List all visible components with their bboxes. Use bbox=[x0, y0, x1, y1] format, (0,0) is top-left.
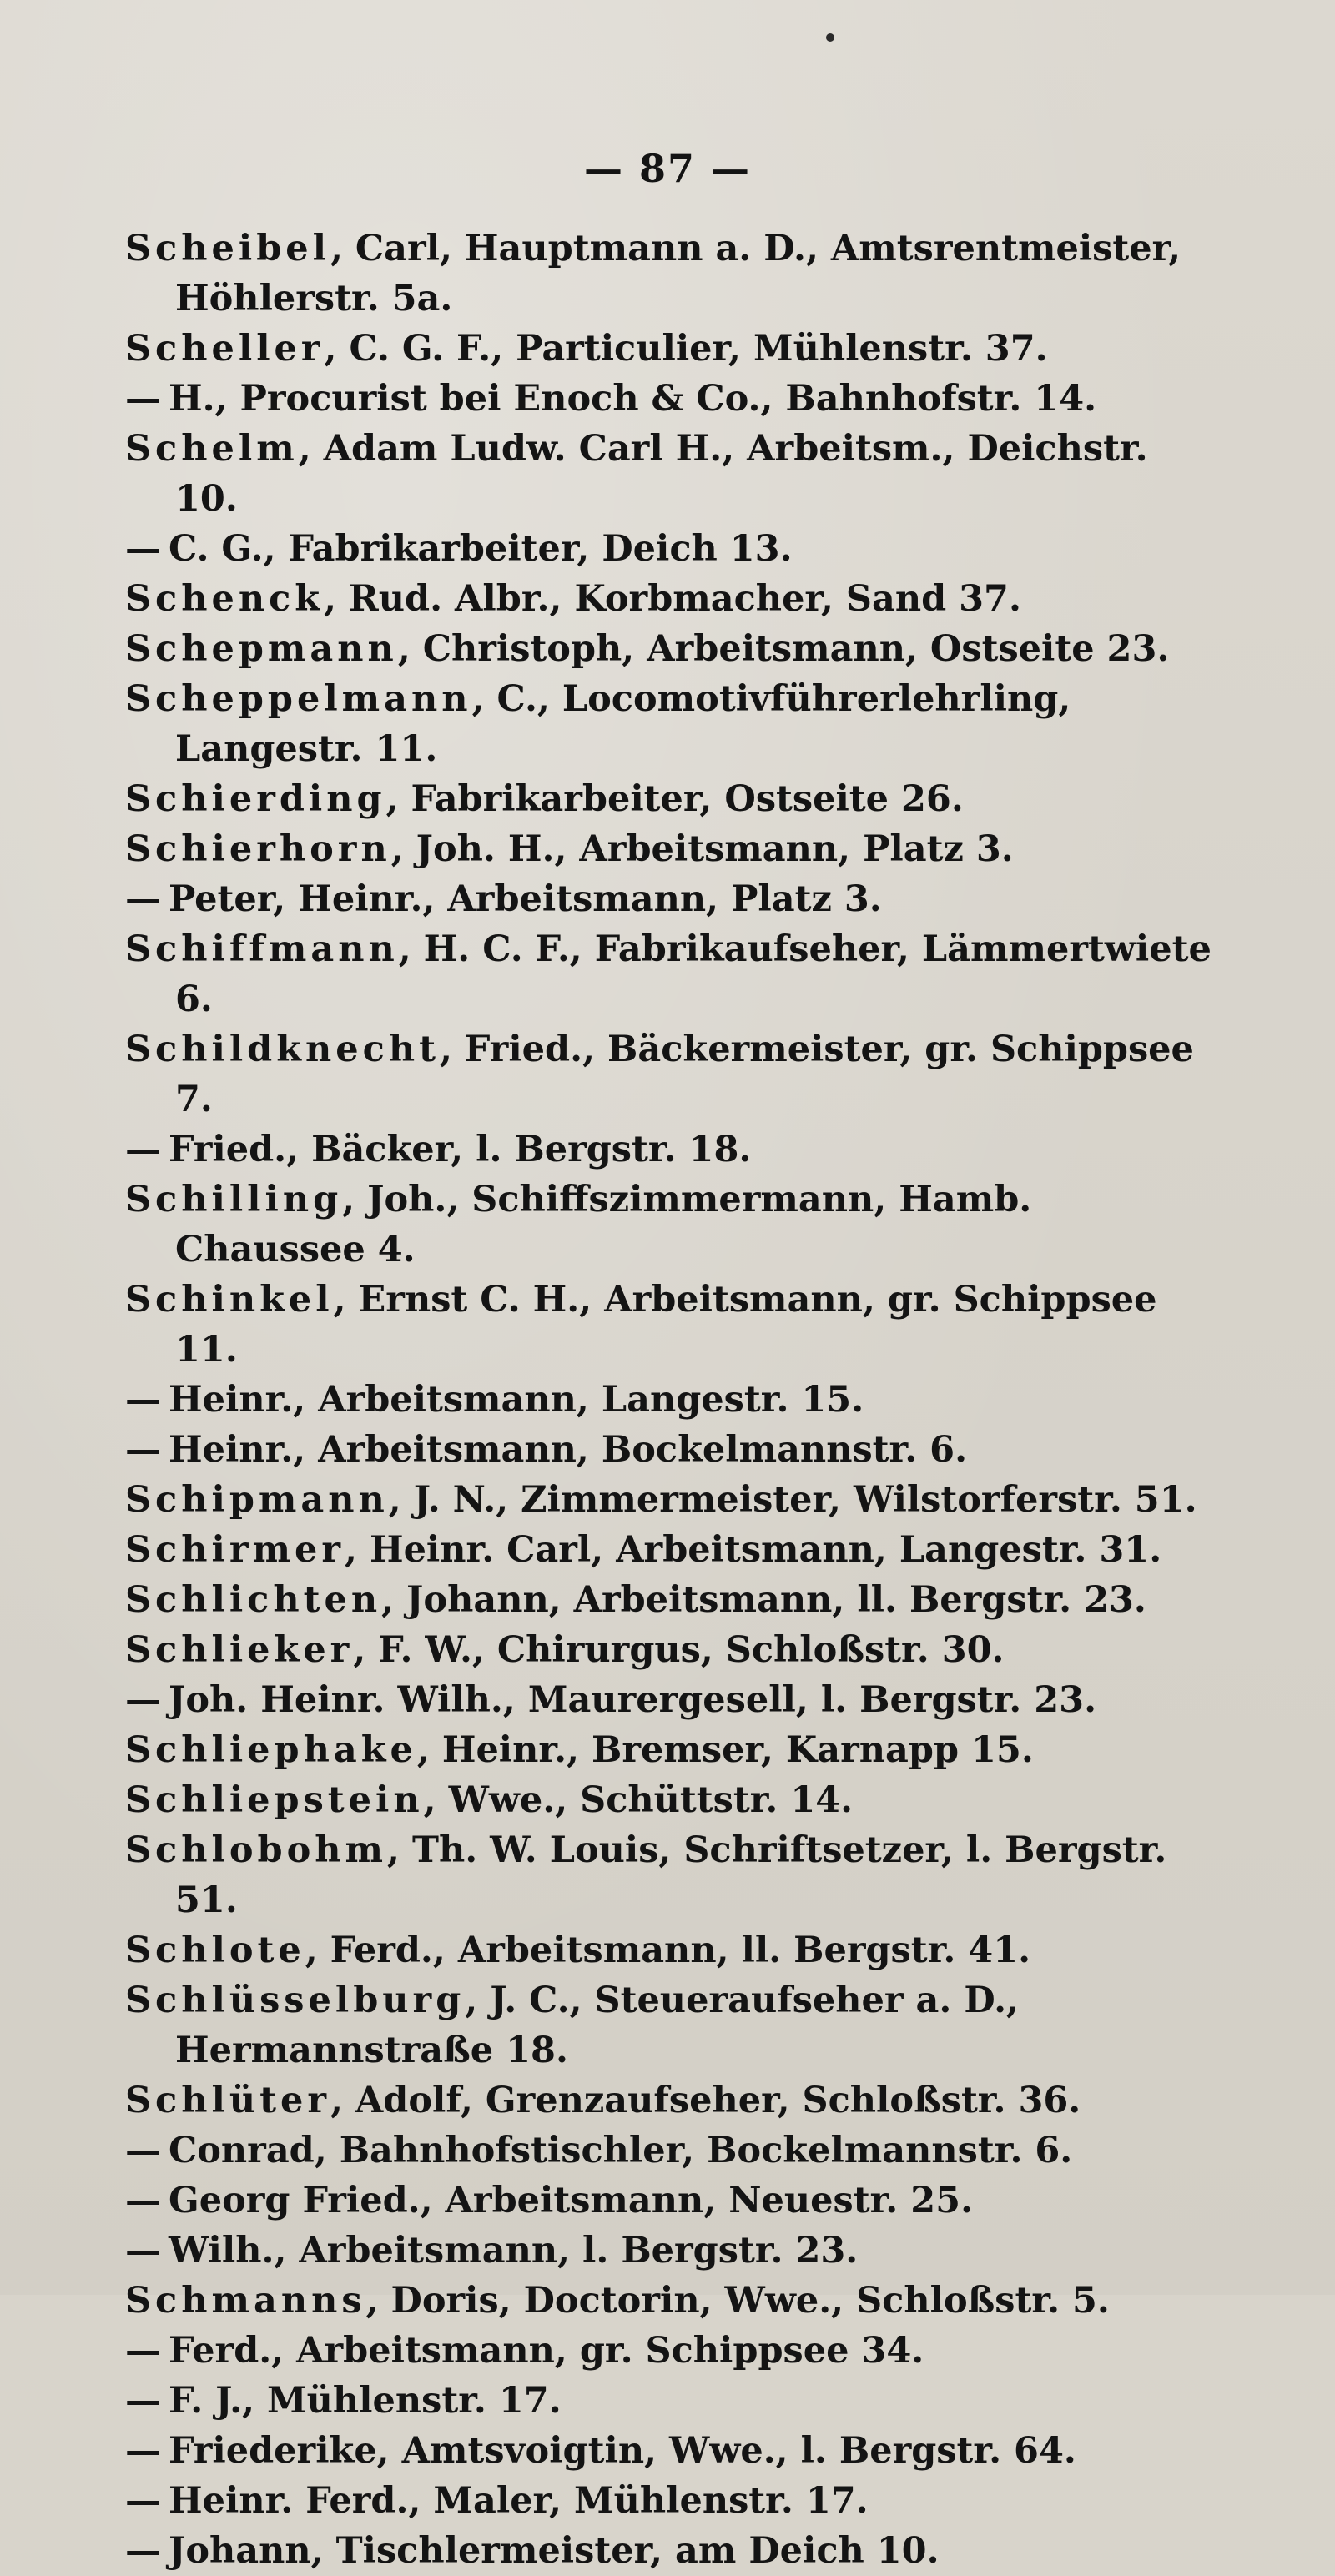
entry-details: , Fabrikarbeiter, Ostseite 26. bbox=[385, 778, 964, 820]
entry-details: Heinr., Arbeitsmann, Langestr. 15. bbox=[169, 1379, 864, 1421]
entry-dash: — bbox=[125, 2130, 161, 2171]
page-number: — 87 — bbox=[583, 146, 752, 191]
entry-details: , Christoph, Arbeitsmann, Ostseite 23. bbox=[397, 628, 1170, 670]
entry-surname: Scheller bbox=[125, 328, 325, 370]
entry-surname: Schildknecht bbox=[125, 1029, 440, 1070]
entry-dash: — bbox=[125, 2480, 161, 2522]
entry-surname: Schipmann bbox=[125, 1479, 389, 1521]
entry-details: Heinr., Arbeitsmann, Bockelmannstr. 6. bbox=[169, 1429, 968, 1471]
list-item bbox=[125, 874, 1218, 924]
entry-surname: Schelm bbox=[125, 428, 299, 470]
entry-details: F. J., Mühlenstr. 17. bbox=[169, 2380, 562, 2422]
list-item bbox=[125, 574, 1218, 624]
list-item bbox=[125, 2226, 1218, 2276]
entry-surname: Schlote bbox=[125, 1929, 305, 1971]
list-item bbox=[125, 1725, 1218, 1775]
list-item bbox=[125, 624, 1218, 674]
list-item bbox=[125, 374, 1218, 424]
entry-dash: — bbox=[125, 1679, 161, 1721]
list-item bbox=[125, 1975, 1218, 2075]
entry-dash: — bbox=[125, 1379, 161, 1421]
list-item bbox=[125, 1825, 1218, 1925]
entry-dash: — bbox=[125, 2430, 161, 2472]
list-item bbox=[125, 1525, 1218, 1575]
entry-dash: — bbox=[125, 2230, 161, 2272]
ink-dot bbox=[826, 33, 834, 42]
entry-details: , Joh. H., Arbeitsmann, Platz 3. bbox=[390, 828, 1014, 870]
list-item bbox=[125, 1375, 1218, 1425]
entry-dash: — bbox=[125, 2330, 161, 2372]
entry-details: , Heinr., Bremser, Karnapp 15. bbox=[416, 1729, 1034, 1771]
entry-surname: Schierhorn bbox=[125, 828, 391, 870]
entry-details: , Fried., Bäckermeister, gr. Schippsee 7. bbox=[175, 1029, 1194, 1120]
list-item bbox=[125, 1625, 1218, 1675]
list-item bbox=[125, 2075, 1218, 2126]
list-item bbox=[125, 2476, 1218, 2526]
list-item bbox=[125, 1675, 1218, 1725]
list-item bbox=[125, 524, 1218, 574]
entry-details: , C. G. F., Particulier, Mühlenstr. 37. bbox=[324, 328, 1048, 370]
list-item bbox=[125, 1475, 1218, 1525]
entry-dash: — bbox=[125, 528, 161, 570]
entry-dash: — bbox=[125, 1429, 161, 1471]
entry-dash: — bbox=[125, 2180, 161, 2221]
list-item bbox=[125, 2126, 1218, 2176]
entry-details: Conrad, Bahnhofstischler, Bockelmannstr. 6. bbox=[169, 2130, 1073, 2171]
list-item bbox=[125, 774, 1218, 824]
list-item bbox=[125, 1575, 1218, 1625]
entry-details: Joh. Heinr. Wilh., Maurergesell, l. Bergstr. 23. bbox=[169, 1679, 1097, 1721]
list-item bbox=[125, 1925, 1218, 1975]
entry-details: , Joh., Schiffszimmermann, Hamb. Chaussee 4. bbox=[175, 1179, 1032, 1270]
list-item bbox=[125, 2176, 1218, 2226]
entry-details: Georg Fried., Arbeitsmann, Neuestr. 25. bbox=[169, 2180, 974, 2221]
entry-details: Johann, Tischlermeister, am Deich 10. bbox=[169, 2530, 940, 2572]
list-item bbox=[125, 1124, 1218, 1175]
entry-surname: Schlobohm bbox=[125, 1829, 388, 1871]
entry-surname: Schlüter bbox=[125, 2080, 330, 2121]
list-item bbox=[125, 224, 1218, 324]
list-item bbox=[125, 1024, 1218, 1124]
entry-details: , J. N., Zimmermeister, Wilstorferstr. 51. bbox=[388, 1479, 1197, 1521]
entry-surname: Schiffmann bbox=[125, 928, 399, 970]
entry-details: C. G., Fabrikarbeiter, Deich 13. bbox=[169, 528, 793, 570]
list-item bbox=[125, 924, 1218, 1024]
entry-surname: Scheibel bbox=[125, 228, 330, 269]
entry-details: Ferd., Arbeitsmann, gr. Schippsee 34. bbox=[169, 2330, 924, 2372]
list-item bbox=[125, 324, 1218, 374]
entry-details: , Adolf, Grenzaufseher, Schloßstr. 36. bbox=[330, 2080, 1081, 2121]
list-item bbox=[125, 2376, 1218, 2426]
list-item bbox=[125, 2426, 1218, 2476]
entry-surname: Schliepstein bbox=[125, 1779, 424, 1821]
entry-details: Friederike, Amtsvoigtin, Wwe., l. Bergstr. 64. bbox=[169, 2430, 1076, 2472]
list-item bbox=[125, 1275, 1218, 1375]
list-item bbox=[125, 1775, 1218, 1825]
entry-details: Wilh., Arbeitsmann, l. Bergstr. 23. bbox=[169, 2230, 859, 2272]
entry-details: Fried., Bäcker, l. Bergstr. 18. bbox=[169, 1129, 752, 1170]
entry-dash: — bbox=[125, 2380, 161, 2422]
entry-details: , Wwe., Schüttstr. 14. bbox=[423, 1779, 854, 1821]
list-item bbox=[125, 1425, 1218, 1475]
entry-details: , H. C. F., Fabrikaufseher, Lämmertwiete 6. bbox=[175, 928, 1212, 1020]
entry-surname: Schlieker bbox=[125, 1629, 354, 1671]
list-item bbox=[125, 2276, 1218, 2326]
entry-details: , J. C., Steueraufseher a. D., Hermannstraße 18. bbox=[175, 1980, 1020, 2071]
directory-entries bbox=[125, 224, 1218, 2576]
list-item bbox=[125, 2326, 1218, 2376]
entry-surname: Schirmer bbox=[125, 1529, 345, 1571]
list-item bbox=[125, 1175, 1218, 1275]
entry-surname: Schmanns bbox=[125, 2280, 366, 2322]
entry-details: Peter, Heinr., Arbeitsmann, Platz 3. bbox=[169, 878, 882, 920]
entry-surname: Schierding bbox=[125, 778, 386, 820]
list-item bbox=[125, 824, 1218, 874]
entry-surname: Schlichten bbox=[125, 1579, 382, 1621]
entry-surname: Schliephake bbox=[125, 1729, 417, 1771]
entry-dash: — bbox=[125, 378, 161, 420]
entry-details: H., Procurist bei Enoch & Co., Bahnhofstr. 14. bbox=[169, 378, 1097, 420]
entry-details: , Johann, Arbeitsmann, ll. Bergstr. 23. bbox=[381, 1579, 1146, 1621]
entry-dash: — bbox=[125, 878, 161, 920]
entry-dash: — bbox=[125, 2530, 161, 2572]
entry-dash: — bbox=[125, 1129, 161, 1170]
entry-details: , Ernst C. H., Arbeitsmann, gr. Schippsee 11. bbox=[175, 1279, 1157, 1371]
entry-details: Heinr. Ferd., Maler, Mühlenstr. 17. bbox=[169, 2480, 869, 2522]
entry-details: , Rud. Albr., Korbmacher, Sand 37. bbox=[324, 578, 1021, 620]
entry-details: , Th. W. Louis, Schriftsetzer, l. Bergstr. 51. bbox=[175, 1829, 1167, 1921]
entry-details: , Doris, Doctorin, Wwe., Schloßstr. 5. bbox=[365, 2280, 1110, 2322]
entry-surname: Schepmann bbox=[125, 628, 398, 670]
entry-details: , F. W., Chirurgus, Schloßstr. 30. bbox=[353, 1629, 1005, 1671]
entry-surname: Schenck bbox=[125, 578, 325, 620]
entry-details: , Adam Ludw. Carl H., Arbeitsm., Deichstr. 10. bbox=[175, 428, 1148, 520]
entry-surname: Schlüsselburg bbox=[125, 1980, 466, 2021]
entry-details: , Carl, Hauptmann a. D., Amtsrentmeister, Höhlerstr. 5a. bbox=[175, 228, 1181, 319]
list-item bbox=[125, 2526, 1218, 2576]
entry-details: , C., Locomotivführerlehrling, Langestr. 11. bbox=[175, 678, 1071, 770]
entry-details: , Heinr. Carl, Arbeitsmann, Langestr. 31. bbox=[345, 1529, 1162, 1571]
list-item bbox=[125, 424, 1218, 524]
list-item bbox=[125, 674, 1218, 774]
entry-surname: Schilling bbox=[125, 1179, 343, 1220]
entry-surname: Scheppelmann bbox=[125, 678, 472, 720]
entry-details: , Ferd., Arbeitsmann, ll. Bergstr. 41. bbox=[305, 1929, 1031, 1971]
entry-surname: Schinkel bbox=[125, 1279, 334, 1321]
